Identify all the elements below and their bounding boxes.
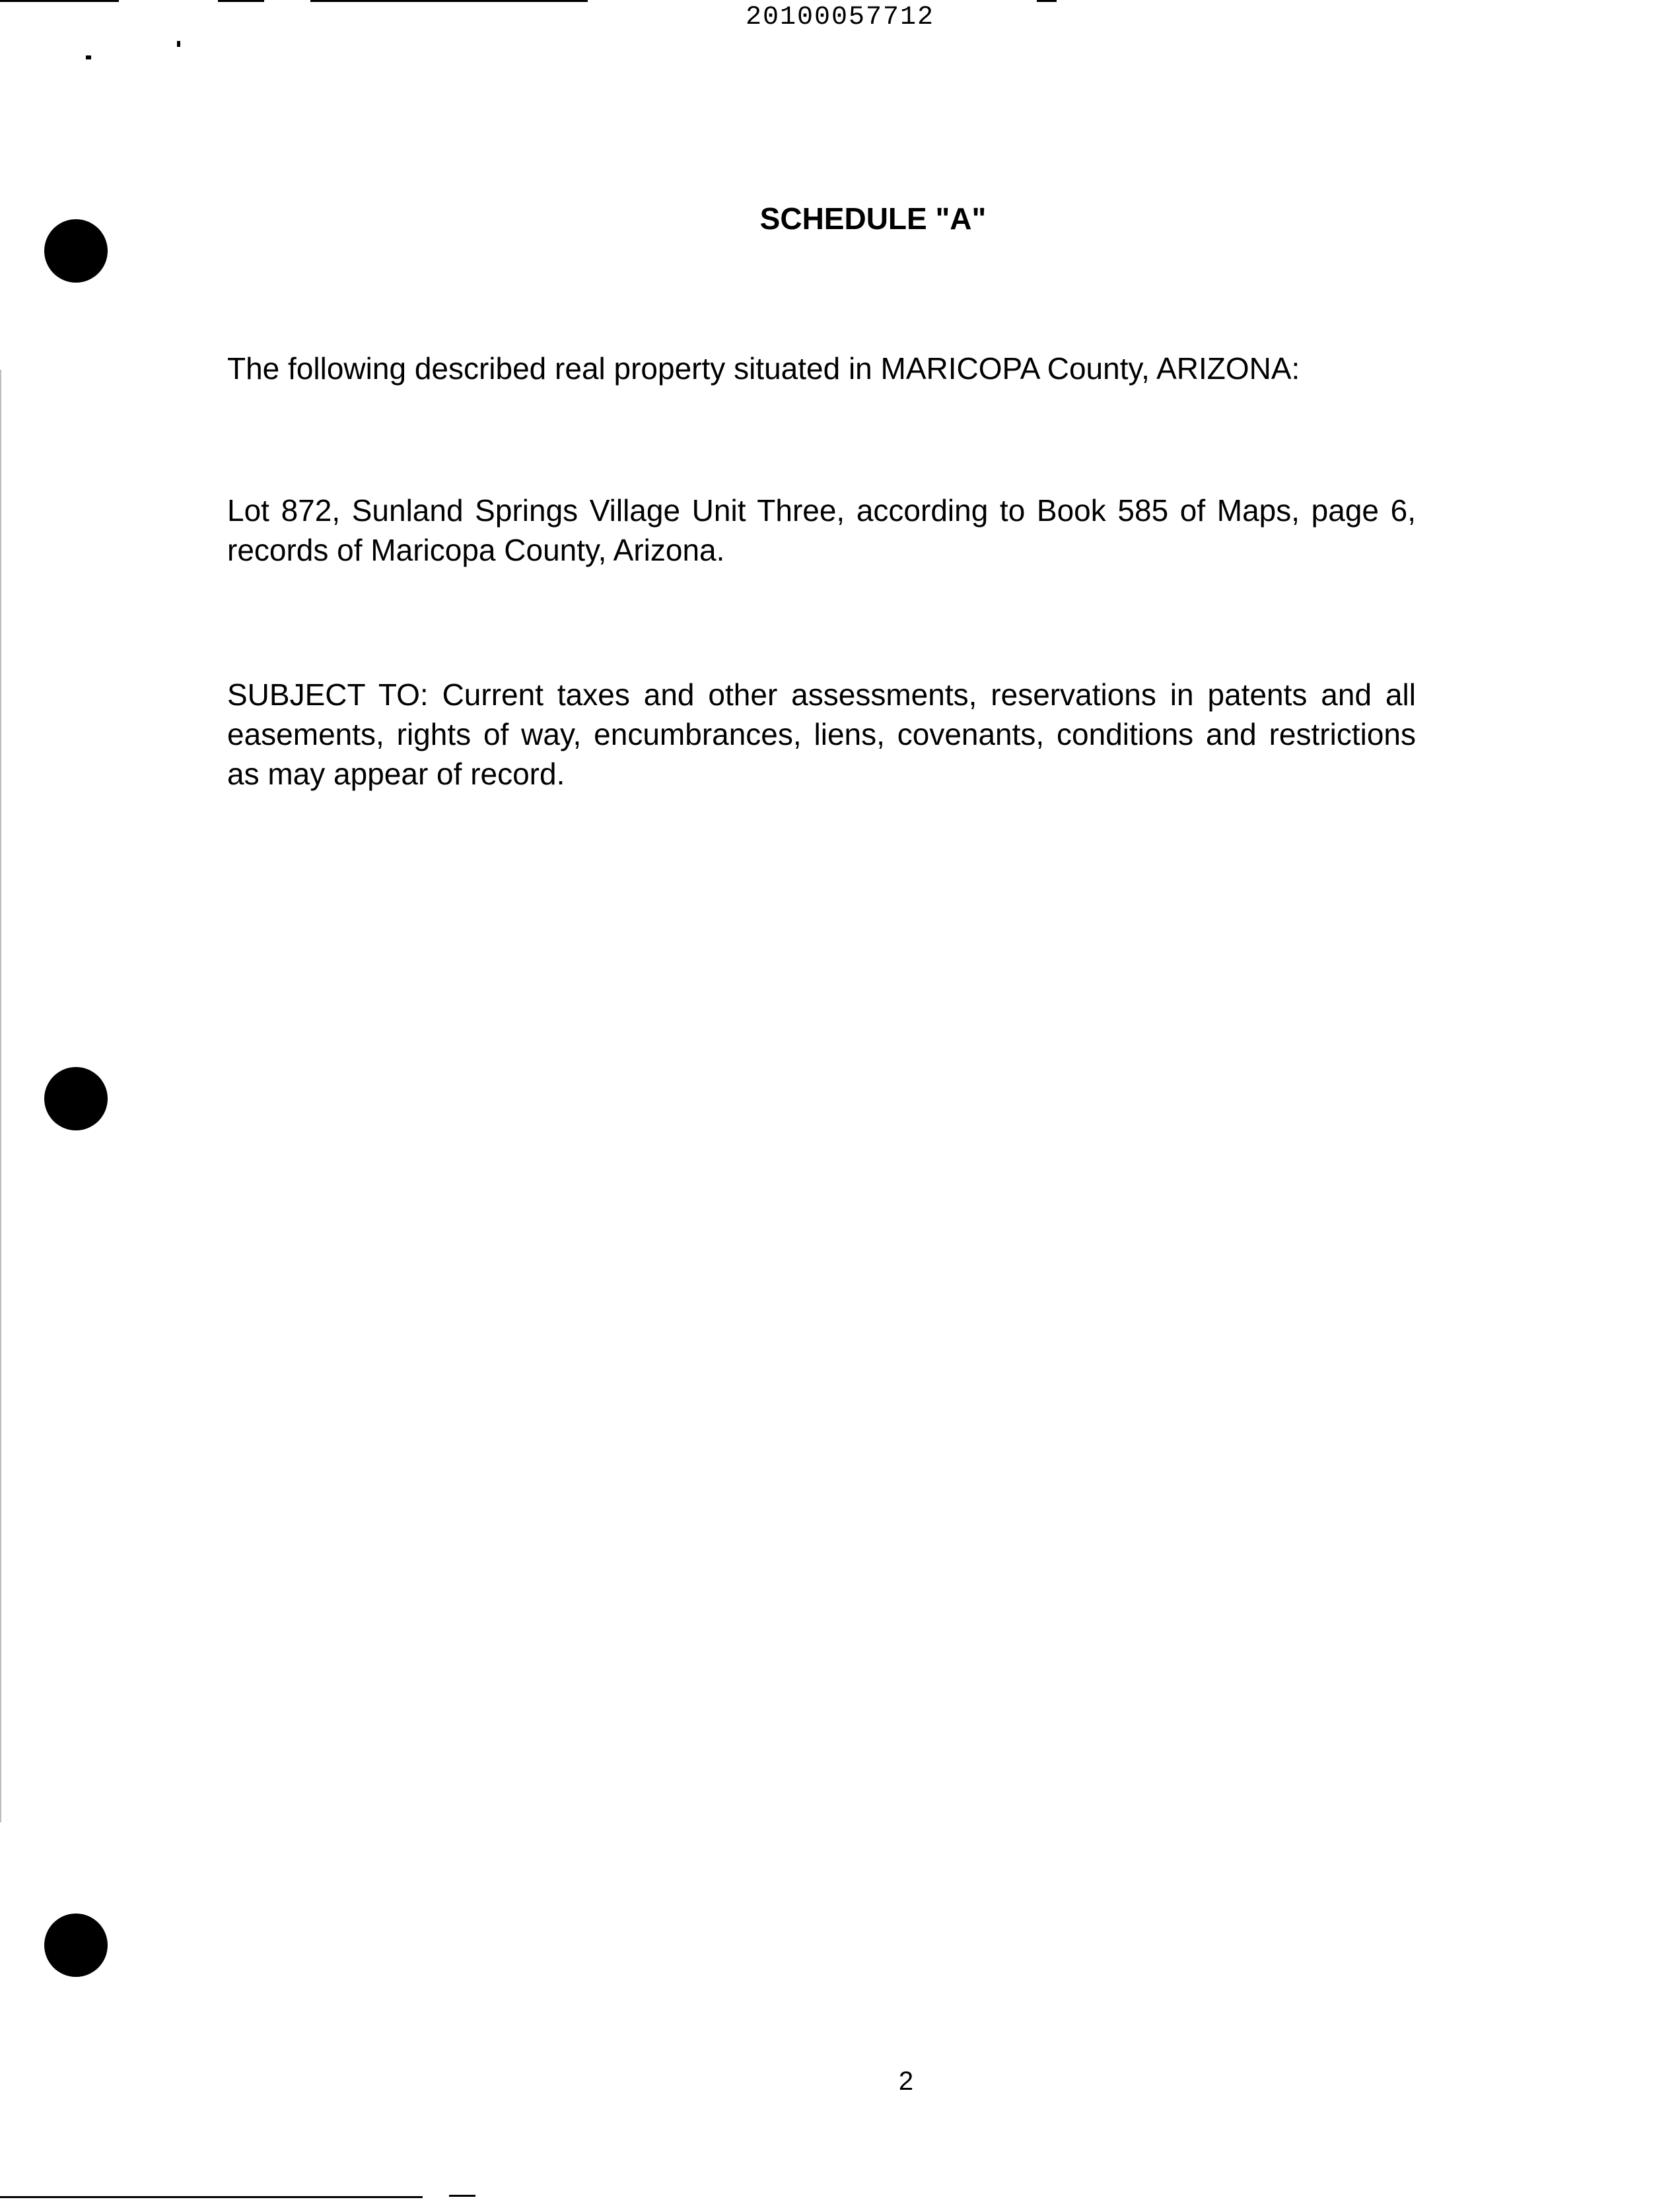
scan-speck [86,55,91,59]
scan-artifact-line [449,2195,475,2197]
scan-speck [177,41,180,47]
recording-number: 20100057712 [745,3,935,32]
scan-artifact-line [218,0,264,2]
intro-paragraph: The following described real property situated in MARICOPA County, ARIZONA: [227,351,1300,386]
scan-artifact-line [0,0,119,2]
schedule-heading: SCHEDULE "A" [759,201,987,236]
scan-artifact-line [310,0,588,2]
scan-edge [0,370,1,1822]
scan-artifact-line [0,2196,423,2198]
subject-to-paragraph: SUBJECT TO: Current taxes and other assessments, reservations in patents and all easements, rights of way, encumbrances, liens, covenants, conditions and restrictions as may appear of record. [227,677,1416,791]
scan-artifact-line [1037,0,1057,2]
legal-description-paragraph: Lot 872, Sunland Springs Village Unit Three, according to Book 585 of Maps, page 6, records of Maricopa County, Arizona. [227,493,1416,567]
page-number: 2 [898,2067,914,2096]
punch-hole [44,1067,108,1130]
punch-hole [44,1914,108,1977]
